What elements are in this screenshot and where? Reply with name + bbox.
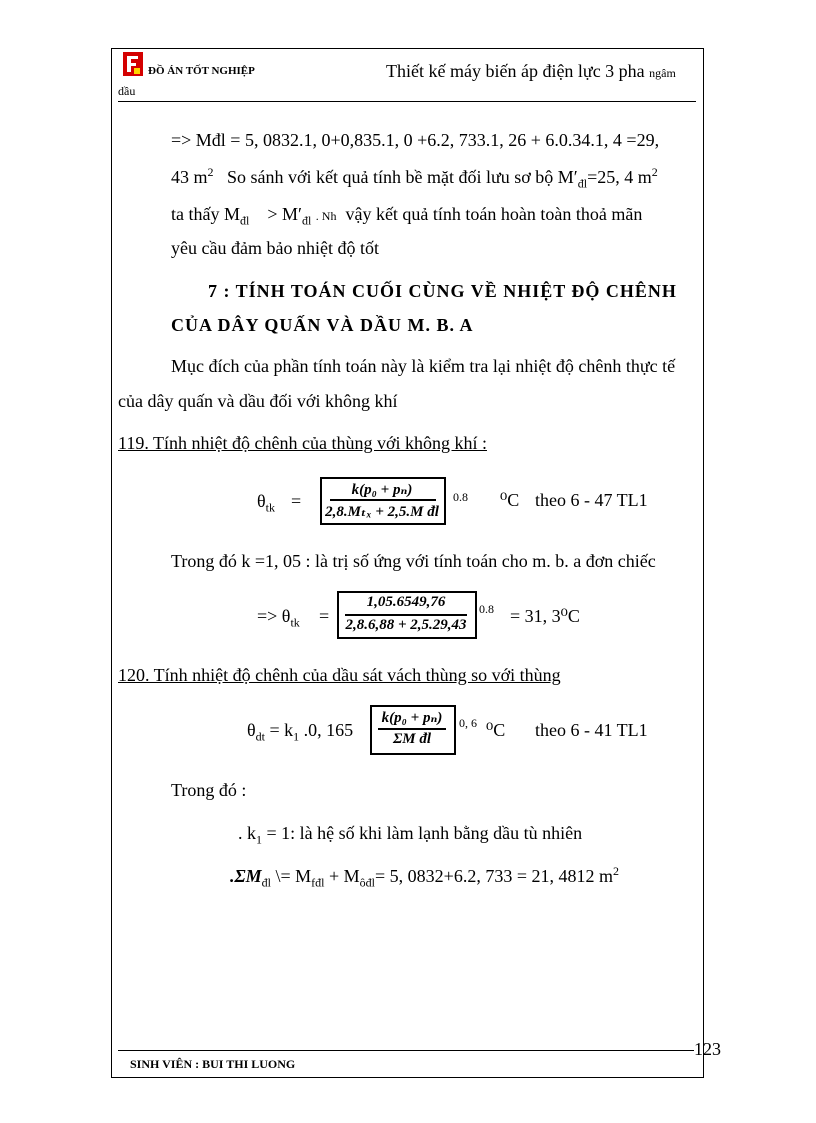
- footer-rule: [118, 1050, 694, 1051]
- header-right-title: [386, 61, 676, 82]
- para1-line3-b: > M′: [267, 204, 302, 224]
- item120-sum-a: .ΣM: [230, 866, 262, 886]
- item119-calc-sub: tk: [290, 615, 300, 630]
- item119-den: 2,8.Mₜₓ + 2,5.M đl: [325, 504, 439, 520]
- item120-fracline: [378, 728, 446, 730]
- item120-eq: = k: [269, 720, 294, 740]
- item120-lhs-sub: dt: [255, 729, 265, 744]
- item119-title: 119. Tính nhiệt độ chênh của thùng với không khí :: [118, 433, 487, 453]
- item119-calc-result: = 31, 3⁰C: [510, 606, 580, 626]
- logo: [123, 52, 143, 76]
- item120-sum-sub3: ôđl: [359, 875, 376, 890]
- item119-calc-lhs: [257, 606, 300, 630]
- item119-calc-den: 2,8.6,88 + 2,5.29,43: [345, 617, 467, 633]
- item119-lhs-sub: tk: [265, 500, 275, 515]
- item120-exp: 0, 6: [459, 716, 477, 730]
- item119-calc-num: 1,05.6549,76: [366, 594, 446, 610]
- para1-line2-c: =25, 4 m: [587, 167, 652, 187]
- item119-unit: ⁰C: [500, 490, 520, 510]
- item119-calc-lhs-text: => θ: [257, 606, 291, 626]
- item120-num: k(p₀ + pₙ): [381, 710, 443, 726]
- item119-calc-exp: 0.8: [479, 602, 494, 616]
- section7-line1: 7 : TÍNH TOÁN CUỐI CÙNG VỀ NHIỆT ĐỘ CHÊNH: [208, 281, 677, 301]
- para1-line3-d: vậy kết quả tính toán hoàn toàn thoả mãn: [345, 204, 643, 224]
- item119-lhs-theta: θ: [257, 491, 266, 511]
- item120-title: 120. Tính nhiệt độ chênh của dầu sát vách thùng so với thùng: [118, 665, 561, 685]
- item120-k1-sub: 1: [256, 832, 262, 847]
- item120-sum-sub: đl: [261, 875, 271, 890]
- para1-line2-sup2: 2: [651, 165, 658, 179]
- item119-ref: theo 6 - 47 TL1: [535, 490, 648, 510]
- purpose-line1: Mục đích của phần tính toán này là kiểm tra lại nhiệt độ chênh thực tế: [171, 356, 676, 376]
- item120-k-sub: 1: [293, 729, 300, 744]
- header-right-text: Thiết kế máy biến áp điện lực 3 pha: [386, 61, 645, 81]
- item120-coef: .0, 165: [303, 720, 354, 740]
- item119-exp: 0.8: [453, 490, 468, 504]
- para1-line4: yêu cầu đảm bảo nhiệt độ tốt: [171, 238, 379, 258]
- item120-sum-sup: 2: [612, 864, 619, 878]
- item120-lhs-theta: θ: [247, 720, 256, 740]
- item120-where: Trong đó :: [171, 780, 247, 800]
- para1-line2: [171, 165, 658, 191]
- item119-fracline: [330, 499, 436, 501]
- header-rule: [118, 101, 696, 102]
- para1-line3-c: . Nh: [315, 209, 337, 223]
- para1-line3-a: ta thấy M: [171, 204, 240, 224]
- para1-line3-sub2: đl: [301, 213, 312, 228]
- item119-eq: =: [291, 491, 302, 511]
- item120-k1: [238, 823, 583, 847]
- para1-line2-sup: 2: [207, 165, 214, 179]
- section7-line2: CỦA DÂY QUẤN VÀ DẦU M. B. A: [171, 315, 474, 335]
- item119-calc-fracline: [345, 614, 467, 616]
- item120-sum-c: + M: [329, 866, 360, 886]
- para1-line3-sub: đl: [240, 213, 250, 228]
- para1-line2-b: So sánh với kết quả tính bề mặt đối lưu sơ bộ M′: [227, 167, 578, 187]
- item120-k1-a: . k: [238, 823, 256, 843]
- item120-den: ΣM đl: [392, 731, 432, 747]
- purpose-line2: của dây quấn và dầu đối với không khí: [118, 391, 398, 411]
- para1-line1: => Mđl = 5, 0832.1, 0+0,835.1, 0 +6.2, 733.1, 26 + 6.0.34.1, 4 =29,: [171, 130, 660, 150]
- page-number: 123: [694, 1039, 721, 1059]
- item120-sum-sub2: fđl: [311, 875, 325, 890]
- item120-sum-d: = 5, 0832+6.2, 733 = 21, 4812 m: [375, 866, 613, 886]
- header-right-suffix: ngâm: [649, 66, 676, 80]
- item119-note: Trong đó k =1, 05 : là trị số ứng với tính toán cho m. b. a đơn chiếc: [171, 551, 656, 571]
- para1-line3: [171, 204, 643, 228]
- para1-line2-a: 43 m: [171, 167, 208, 187]
- item119-lhs: [257, 491, 275, 515]
- item120-ref: theo 6 - 41 TL1: [535, 720, 648, 740]
- para1-line2-sub: đl: [577, 176, 588, 191]
- item120-k1-b: = 1: là hệ số khi làm lạnh bằng dầu tù nhiên: [266, 823, 583, 843]
- item120-unit: ⁰C: [486, 720, 506, 740]
- header-continuation: dầu: [118, 84, 136, 98]
- item120-formula-lhs: [247, 720, 354, 744]
- item119-num: k(p₀ + pₙ): [351, 482, 413, 498]
- item120-sum: [230, 864, 619, 890]
- footer-student: SINH VIÊN : BUI THI LUONG: [130, 1057, 296, 1071]
- header-left-title: ĐỒ ÁN TỐT NGHIỆP: [148, 65, 255, 77]
- item119-calc-eq: =: [319, 606, 330, 626]
- item120-sum-b: \= M: [275, 866, 312, 886]
